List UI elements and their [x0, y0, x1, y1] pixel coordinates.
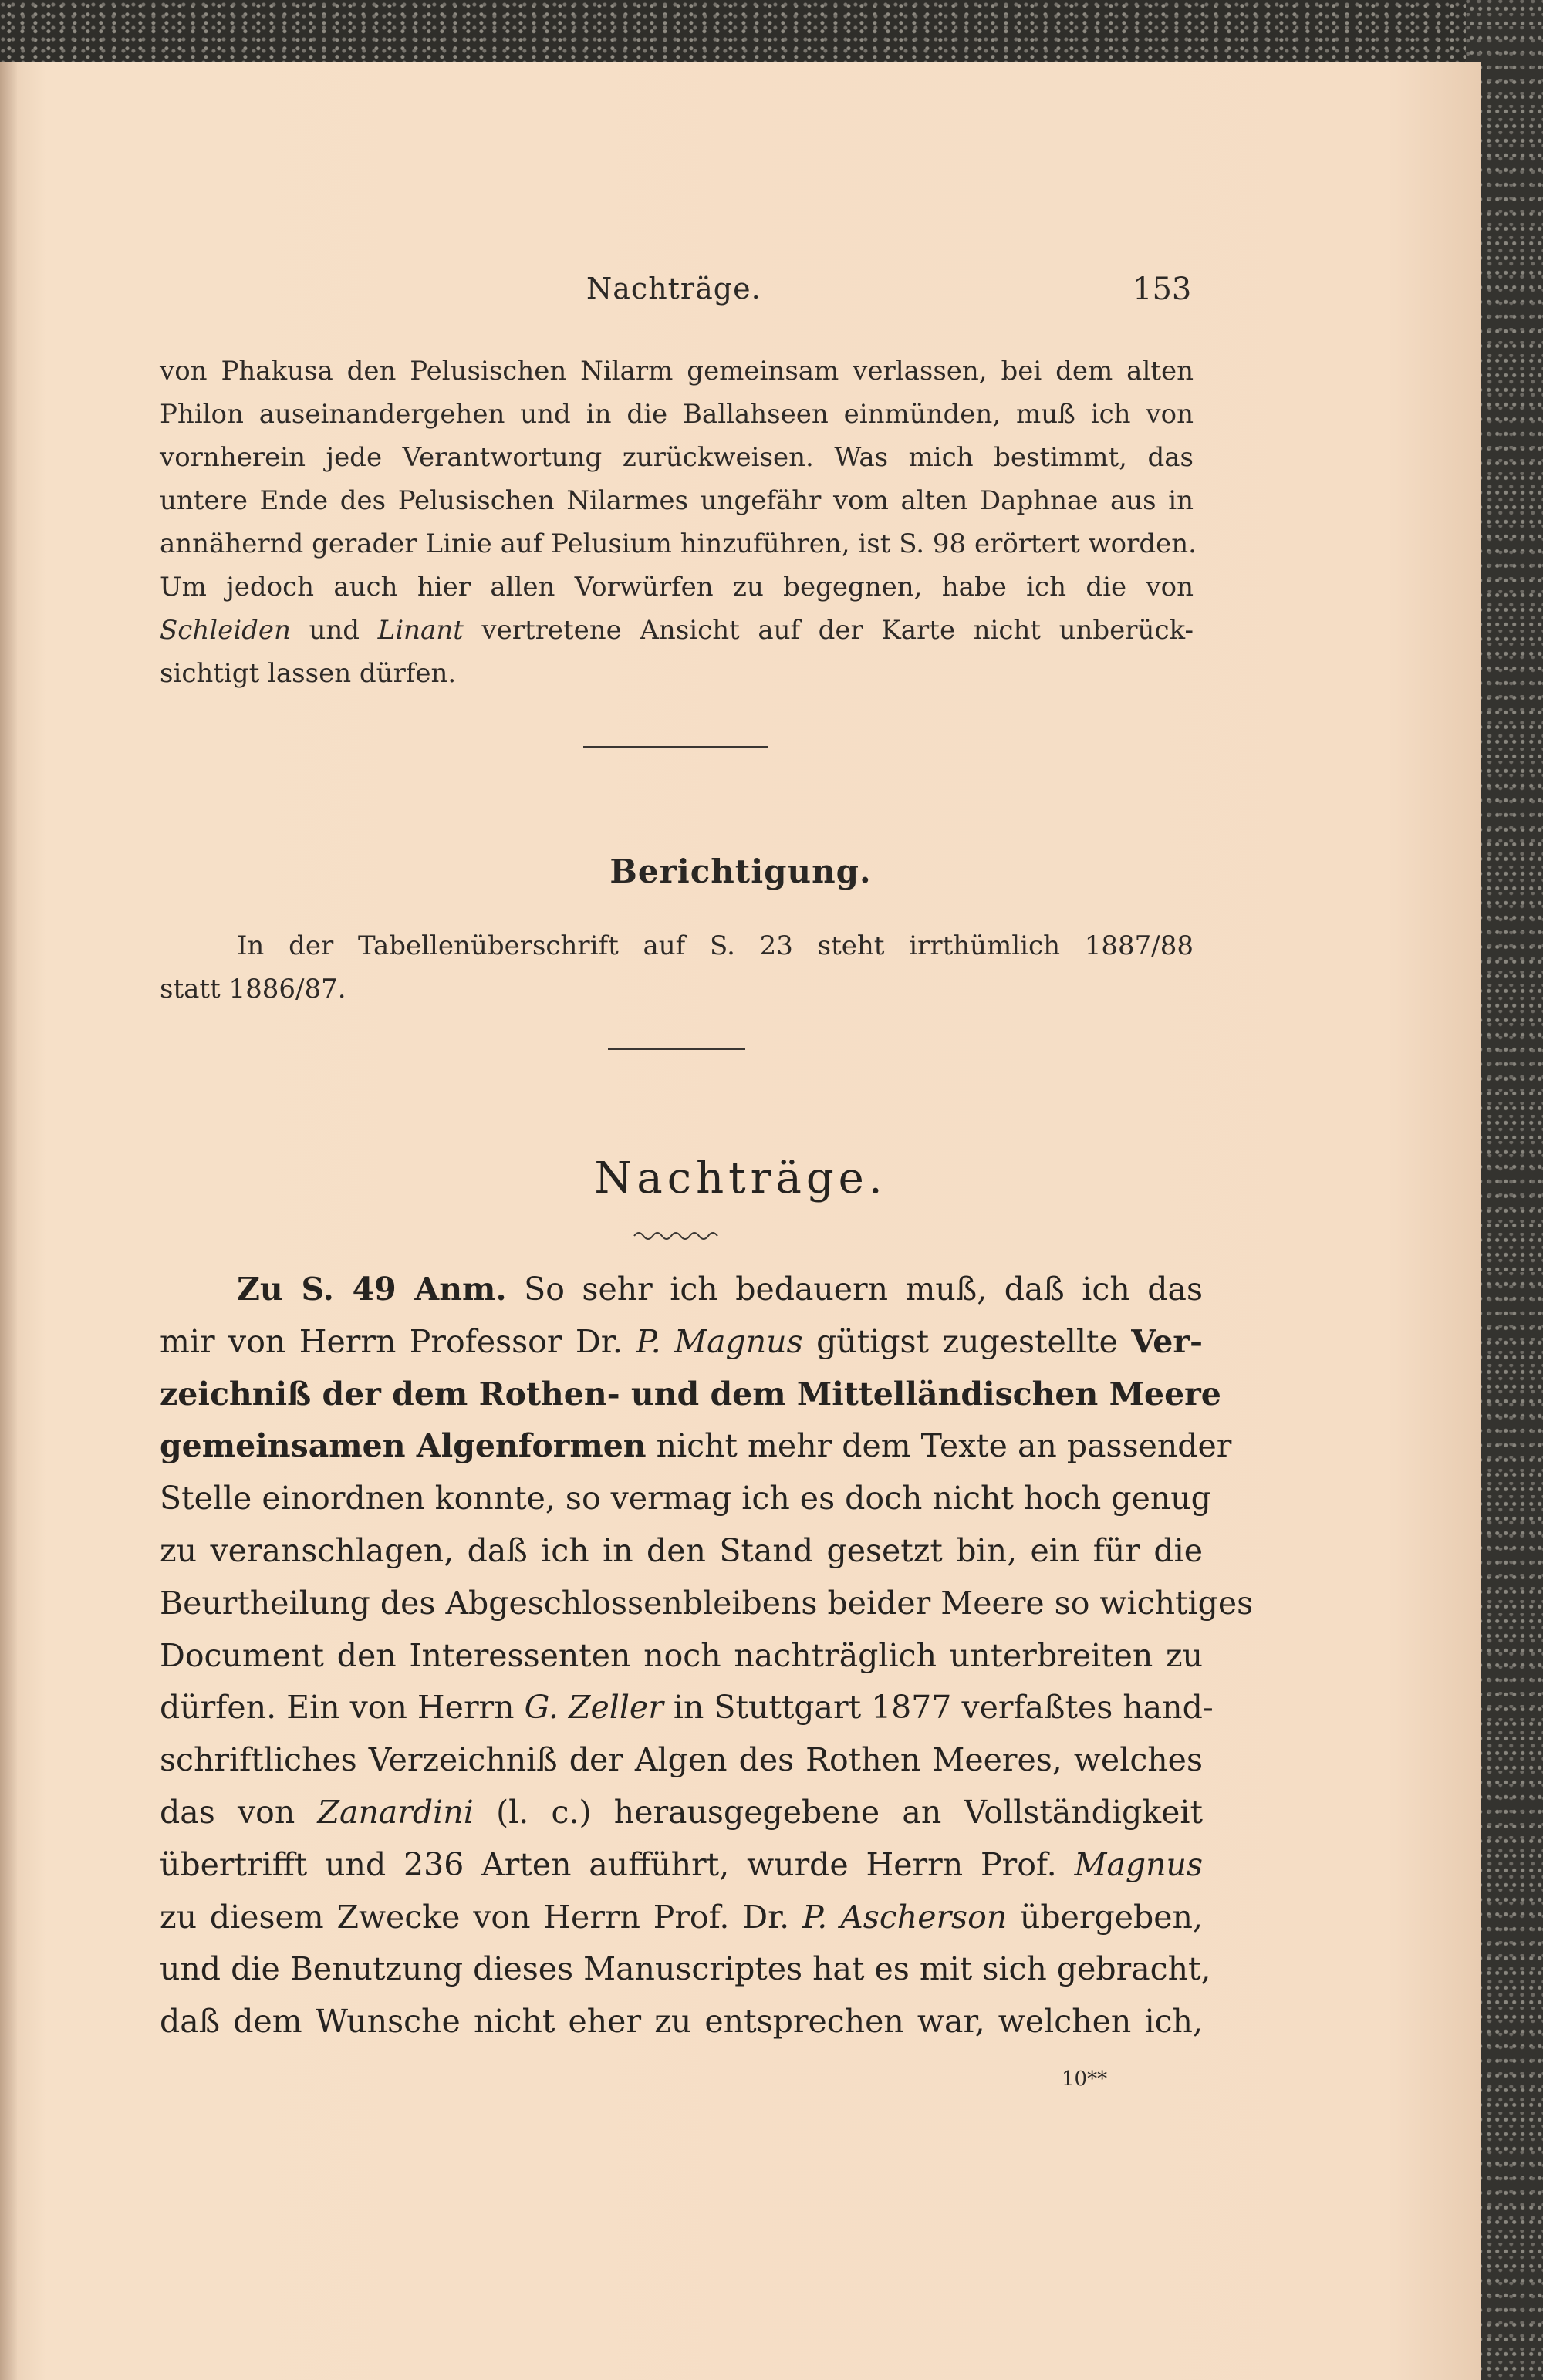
- text-run: So sehr ich bedauern muß, daß ich das: [506, 1271, 1203, 1308]
- text-line: untere Ende des Pelusischen Nilarmes ungefähr vom alten Daphnae aus in: [160, 485, 1194, 516]
- page-number: 153: [1133, 272, 1192, 307]
- author-name: G. Zeller: [524, 1689, 663, 1727]
- text-run: dürfen. Ein von Herrn: [160, 1689, 525, 1727]
- text-line: statt 1886/87.: [160, 974, 346, 1004]
- text-line: [160, 1892, 1203, 1944]
- text-run: zu diesem Zwecke von Herrn Prof. Dr.: [160, 1898, 803, 1936]
- text-run: (l. c.) herausgegebene an Vollständigkeit: [473, 1793, 1203, 1831]
- section-divider: [608, 1048, 745, 1050]
- text-run: mir von Herrn Professor Dr.: [160, 1322, 636, 1360]
- emphasis: zeichniß der dem Rothen- und dem Mittelländischen Meere: [160, 1375, 1221, 1413]
- text-line: Philon auseinandergehen und in die Ballahseen einmünden, muß ich von: [160, 399, 1194, 430]
- berichtigung-heading: Berichtigung.: [609, 852, 872, 890]
- text-line: und die Benutzung dieses Manuscriptes hat es mit sich gebracht,: [160, 1950, 1211, 1988]
- author-name: P. Ascherson: [802, 1898, 1008, 1936]
- text-run: und: [290, 615, 378, 646]
- berichtigung-text: [160, 924, 1194, 1011]
- section-divider: [583, 746, 768, 748]
- nachtraege-heading: Nachträge.: [594, 1153, 887, 1204]
- paragraph-continued: [160, 349, 1197, 695]
- emphasis: Ver-: [1131, 1322, 1203, 1360]
- text-line: Stelle einordnen konnte, so vermag ich es doch nicht hoch genug: [160, 1480, 1211, 1517]
- text-line: sichtigt lassen dürfen.: [160, 658, 457, 689]
- text-line: [160, 1839, 1203, 1892]
- text-run: das von: [160, 1793, 318, 1831]
- text-line: [160, 1787, 1203, 1839]
- text-line: annähernd gerader Linie auf Pelusium hinzuführen, ist S. 98 erörtert worden.: [160, 528, 1197, 559]
- text-run: übertrifft und 236 Arten aufführt, wurde Herrn Prof.: [160, 1845, 1075, 1883]
- text-line: [160, 1682, 1214, 1734]
- text-line: [160, 1264, 1203, 1316]
- text-run: übergeben,: [1007, 1898, 1203, 1936]
- text-line: [160, 609, 1194, 652]
- book-board-top: [0, 0, 1543, 66]
- text-line: [160, 1316, 1203, 1369]
- text-line: vornherein jede Verantwortung zurückweisen. Was mich bestimmt, das: [160, 442, 1194, 473]
- reference-label: Zu S. 49 Anm.: [237, 1271, 507, 1308]
- text-line: In der Tabellenüberschrift auf S. 23 steht irrthümlich 1887/88: [237, 930, 1194, 961]
- text-line: Beurtheilung des Abgeschlossenbleibens beider Meere so wichtiges: [160, 1584, 1254, 1622]
- text-line: schriftliches Verzeichniß der Algen des Rothen Meeres, welches: [160, 1741, 1203, 1779]
- signature-mark: 10**: [1062, 2068, 1108, 2091]
- text-line: [160, 1369, 1221, 1421]
- text-line: Document den Interessenten noch nachträglich unterbreiten zu: [160, 1636, 1203, 1674]
- author-name: Zanardini: [317, 1793, 474, 1831]
- text-run: vertretene Ansicht auf der Karte nicht unberück-: [463, 615, 1194, 646]
- author-name: Magnus: [1074, 1845, 1203, 1883]
- author-name: Linant: [377, 615, 464, 646]
- text-line: daß dem Wunsche nicht eher zu entsprechen war, welchen ich,: [160, 2003, 1203, 2041]
- text-line: zu veranschlagen, daß ich in den Stand gesetzt bin, ein für die: [160, 1531, 1203, 1569]
- emphasis: gemeinsamen Algenformen: [160, 1427, 647, 1465]
- page-gutter: [0, 62, 17, 2380]
- running-head-title: Nachträge.: [586, 272, 761, 306]
- text-line: [160, 1420, 1232, 1473]
- nachtraege-paragraph: [160, 1264, 1254, 2048]
- text-line: von Phakusa den Pelusischen Nilarm gemeinsam verlassen, bei dem alten: [160, 356, 1194, 387]
- text-run: nicht mehr dem Texte an passender: [646, 1427, 1232, 1465]
- author-name: P. Magnus: [636, 1322, 803, 1360]
- author-name: Schleiden: [160, 615, 291, 646]
- text-line: Um jedoch auch hier allen Vorwürfen zu begegnen, habe ich die von: [160, 572, 1194, 603]
- text-run: gütigst zugestellte: [802, 1322, 1132, 1360]
- ornament-wave: [633, 1227, 725, 1242]
- running-head: [0, 272, 1481, 310]
- text-run: in Stuttgart 1877 verfaßtes hand-: [663, 1689, 1214, 1727]
